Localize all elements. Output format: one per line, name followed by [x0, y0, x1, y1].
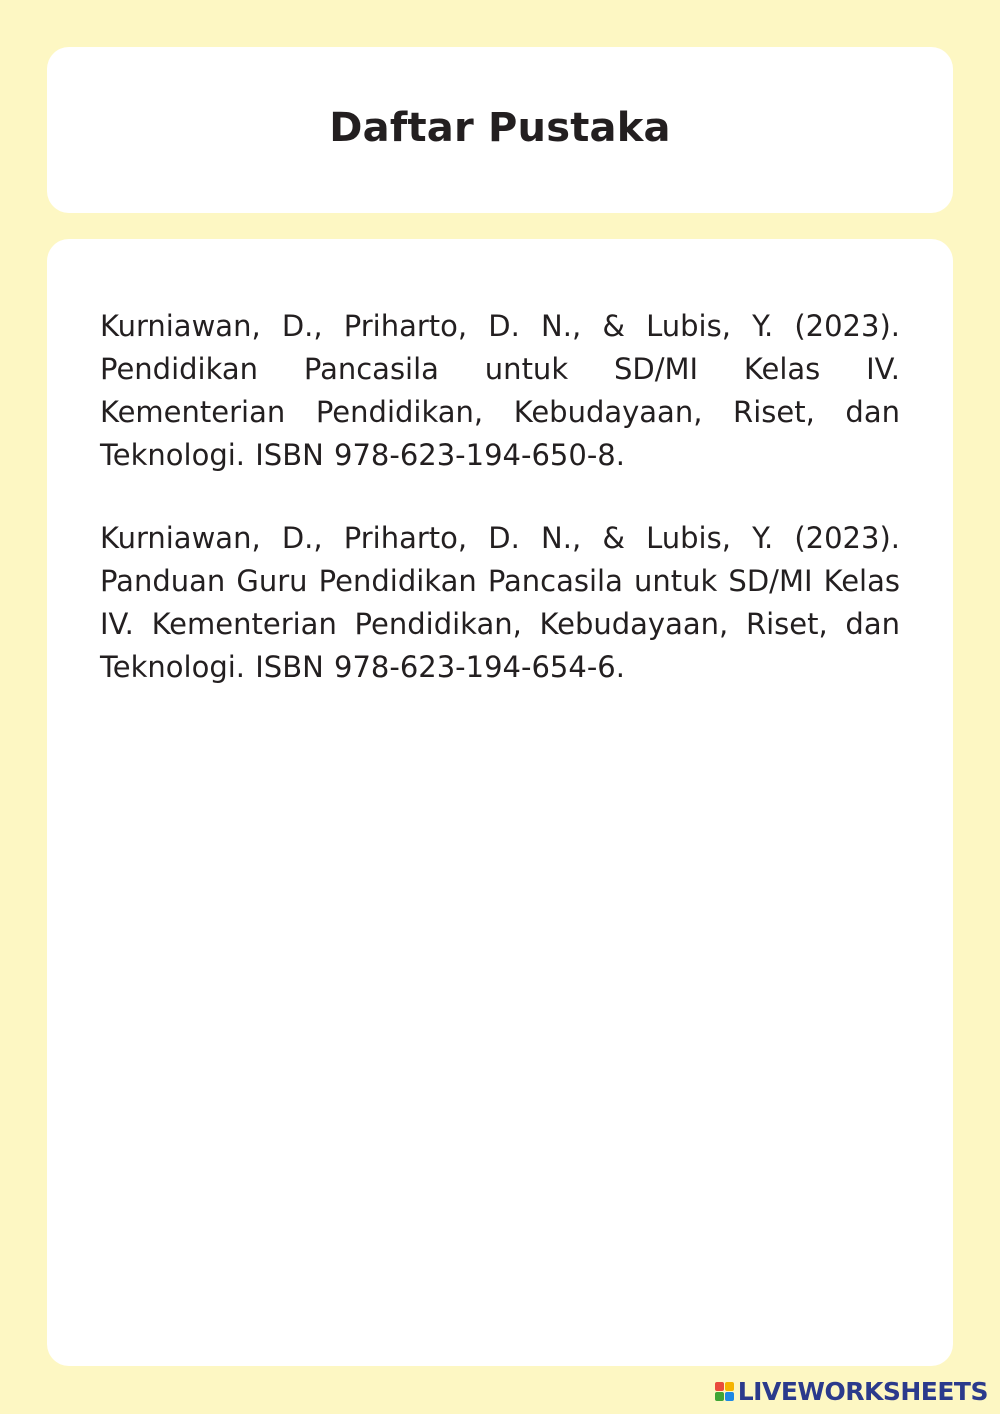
liveworksheets-logo-icon: [715, 1382, 734, 1401]
logo-square-blue: [725, 1392, 734, 1401]
logo-square-green: [715, 1392, 724, 1401]
liveworksheets-branding: [715, 1377, 988, 1406]
reference-item: Kurniawan, D., Priharto, D. N., & Lubis, Y. (2023). Panduan Guru Pendidikan Pancasila untuk SD/MI Kelas IV. Kementerian Pendidikan, Kebudayaan, Riset, dan Teknologi. ISBN 978-623-194-654-6.: [100, 521, 900, 684]
page-title: Daftar Pustaka: [329, 105, 671, 151]
references-card: [47, 239, 953, 1366]
brand-name: LIVEWORKSHEETS: [737, 1377, 988, 1406]
logo-square-red: [715, 1382, 724, 1391]
reference-item: Kurniawan, D., Priharto, D. N., & Lubis, Y. (2023). Pendidikan Pancasila untuk SD/MI Kelas IV. Kementerian Pendidikan, Kebudayaan, Riset, dan Teknologi. ISBN 978-623-194-650-8.: [100, 309, 900, 472]
logo-square-yellow: [725, 1382, 734, 1391]
title-card: [47, 47, 953, 213]
